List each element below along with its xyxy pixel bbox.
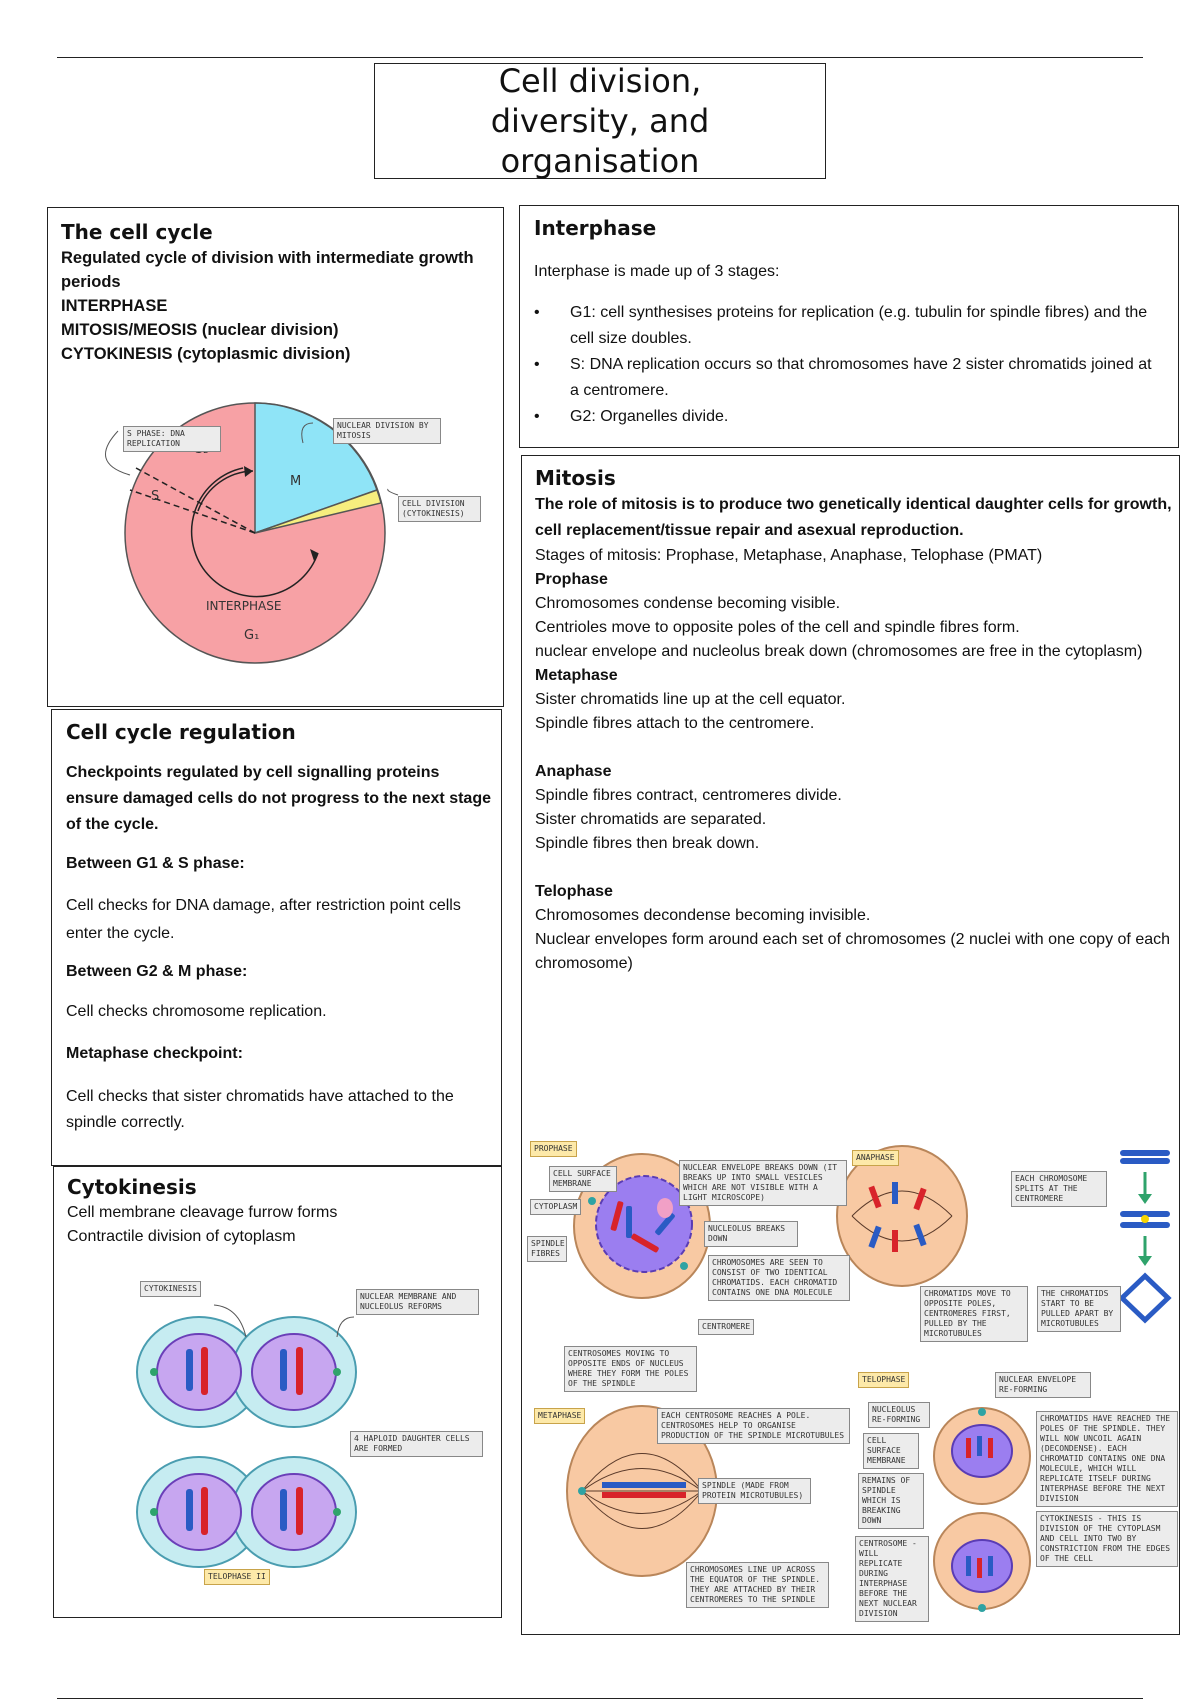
anaphase-cell	[837, 1146, 967, 1286]
metaphase-line-2: Spindle fibres attach to the centromere.	[535, 715, 815, 732]
cell-cycle-line-3: MITOSIS/MEOSIS (nuclear division)	[61, 321, 339, 339]
chromosomes-line-label: CHROMOSOMES LINE UP ACROSS THE EQUATOR OF THE SPINDLE. THEY ARE ATTACHED BY THEIR CENTROMERES TO THE SPINDLE	[686, 1562, 829, 1608]
s-phase-label: S PHASE: DNA REPLICATION	[123, 426, 221, 452]
interphase-bullet-g1: • G1: cell synthesises proteins for replication (e.g. tubulin for spindle fibres) and the cell size doubles.	[534, 300, 1164, 352]
cytokinesis-note-label: CYTOKINESIS - THIS IS DIVISION OF THE CYTOPLASM AND CELL INTO TWO BY CONSTRICTION FROM THE EDGES OF THE CELL	[1036, 1511, 1178, 1567]
telophase-line-1: Chromosomes decondense becoming invisible.	[535, 907, 871, 924]
cell-cycle-heading: The cell cycle	[61, 220, 213, 244]
anaphase-line-2: Sister chromatids are separated.	[535, 811, 767, 828]
anaphase-line-1: Spindle fibres contract, centromeres divide.	[535, 787, 842, 804]
cell-division-label: CELL DIVISION (CYTOKINESIS)	[398, 496, 481, 522]
remains-spindle-label: REMAINS OF SPINDLE WHICH IS BREAKING DOWN	[858, 1473, 924, 1529]
mitosis-role: The role of mitosis is to produce two genetically identical daughter cells for growth, cell replacement/tissue repair and asexual reproduction.	[535, 496, 1172, 539]
metaphase-checkpoint-text: Cell checks that sister chromatids have attached to the spindle correctly.	[66, 1088, 454, 1131]
cytoplasm-label: CYTOPLASM	[530, 1199, 581, 1215]
haploid-cells-label: 4 HAPLOID DAUGHTER CELLS ARE FORMED	[350, 1431, 483, 1457]
interphase-label: INTERPHASE	[206, 599, 282, 613]
interphase-panel	[519, 205, 1179, 448]
page-title	[374, 63, 826, 179]
prophase-label: PROPHASE	[530, 1141, 577, 1157]
centromere-label: CENTROMERE	[698, 1319, 754, 1335]
cell-surface-label: CELL SURFACE MEMBRANE	[549, 1166, 617, 1192]
prophase-heading: Prophase	[535, 571, 608, 588]
cytokinesis-line-2: Contractile division of cytoplasm	[67, 1228, 296, 1245]
spindle-made-label: SPINDLE (MADE FROM PROTEIN MICROTUBULES)	[698, 1478, 811, 1504]
regulation-heading: Cell cycle regulation	[66, 720, 296, 744]
s-label: S	[151, 489, 160, 504]
page-title-text: Cell division, diversity, and organisation	[490, 62, 710, 180]
cytokinesis-heading: Cytokinesis	[67, 1175, 197, 1199]
bottom-rule	[57, 1698, 1143, 1699]
mitosis-panel	[521, 455, 1180, 1635]
chromosome-split-sequence	[1120, 1150, 1170, 1320]
interphase-heading: Interphase	[534, 216, 657, 240]
prophase-line-3: nuclear envelope and nucleolus break down (chromosomes are free in the cytoplasm)	[535, 643, 1143, 660]
prophase-line-2: Centrioles move to opposite poles of the cell and spindle fibres form.	[535, 619, 1020, 636]
top-rule	[57, 57, 1143, 58]
envelope-reforming-label: NUCLEAR ENVELOPE RE-FORMING	[995, 1372, 1091, 1398]
anaphase-label: ANAPHASE	[852, 1150, 899, 1166]
metaphase-line-1: Sister chromatids line up at the cell equator.	[535, 691, 846, 708]
metaphase-checkpoint-heading: Metaphase checkpoint:	[66, 1045, 243, 1062]
cell-cycle-line-2: INTERPHASE	[61, 297, 168, 315]
m-label: M	[290, 474, 302, 489]
g2m-heading: Between G2 & M phase:	[66, 963, 248, 980]
interphase-bullet-g2: • G2: Organelles divide.	[534, 404, 1164, 430]
interphase-bullet-s: • S: DNA replication occurs so that chromosomes have 2 sister chromatids joined at a centromere.	[534, 352, 1164, 404]
g1-label: G₁	[244, 628, 260, 643]
nuclear-membrane-label: NUCLEAR MEMBRANE AND NUCLEOLUS REFORMS	[356, 1289, 479, 1315]
regulation-intro: Checkpoints regulated by cell signalling proteins ensure damaged cells do not progress to the next stage of the cycle.	[66, 764, 491, 833]
chromatids-move-label: CHROMATIDS MOVE TO OPPOSITE POLES, CENTROMERES FIRST, PULLED BY THE MICROTUBULES	[920, 1286, 1028, 1342]
interphase-list	[534, 300, 1164, 430]
cell-cycle-line-4: CYTOKINESIS (cytoplasmic division)	[61, 345, 351, 363]
cytokinesis-panel	[53, 1166, 502, 1618]
cell-surface-2-label: CELL SURFACE MEMBRANE	[863, 1433, 919, 1469]
telophase-cell	[934, 1408, 1030, 1612]
mitosis-stages: Stages of mitosis: Prophase, Metaphase, Anaphase, Telophase (PMAT)	[535, 547, 1043, 564]
nucleolus-breaks-label: NUCLEOLUS BREAKS DOWN	[704, 1221, 798, 1247]
anaphase-line-3: Spindle fibres then break down.	[535, 835, 760, 852]
metaphase-label: METAPHASE	[534, 1408, 585, 1424]
regulation-panel	[51, 709, 502, 1166]
cytokinesis-label: CYTOKINESIS	[140, 1281, 201, 1297]
chromatids-pulled-label: THE CHROMATIDS START TO BE PULLED APART BY MICROTUBULES	[1037, 1286, 1121, 1332]
centrosome-replicate-label: CENTROSOME - WILL REPLICATE DURING INTERPHASE BEFORE THE NEXT NUCLEAR DIVISION	[855, 1536, 929, 1622]
telophase-label: TELOPHASE	[858, 1372, 909, 1388]
centrosome-pole-label: EACH CENTROSOME REACHES A POLE. CENTROSOMES HELP TO ORGANISE PRODUCTION OF THE SPINDLE MICROTUBULES	[657, 1408, 850, 1444]
centrosomes-moving-label: CENTROSOMES MOVING TO OPPOSITE ENDS OF NUCLEUS WHERE THEY FORM THE POLES OF THE SPINDLE	[564, 1346, 697, 1392]
telophase-heading: Telophase	[535, 883, 613, 900]
cell-cycle-line-1: Regulated cycle of division with intermediate growth periods	[61, 249, 474, 291]
interphase-intro: Interphase is made up of 3 stages:	[534, 263, 780, 280]
each-chromosome-label: EACH CHROMOSOME SPLITS AT THE CENTROMERE	[1011, 1171, 1107, 1207]
daughter-cells-bottom	[137, 1457, 356, 1567]
envelope-breaks-label: NUCLEAR ENVELOPE BREAKS DOWN (IT BREAKS UP INTO SMALL VESICLES WHICH ARE NOT VISIBLE WITH A LIGHT MICROSCOPE)	[679, 1160, 847, 1206]
cytokinesis-line-1: Cell membrane cleavage furrow forms	[67, 1204, 338, 1221]
chromosomes-seen-label: CHROMOSOMES ARE SEEN TO CONSIST OF TWO IDENTICAL CHROMATIDS. EACH CHROMATID CONTAINS ONE DNA MOLECULE	[708, 1255, 850, 1301]
spindle-fibres-label: SPINDLE FIBRES	[527, 1236, 567, 1262]
nuclear-division-label: NUCLEAR DIVISION BY MITOSIS	[333, 418, 441, 444]
telophase-line-2: Nuclear envelopes form around each set of chromosomes (2 nuclei with one copy of each chromosome)	[535, 931, 1171, 972]
g1s-heading: Between G1 & S phase:	[66, 855, 245, 872]
prophase-line-1: Chromosomes condense becoming visible.	[535, 595, 841, 612]
mitosis-heading: Mitosis	[535, 466, 616, 490]
g2m-text: Cell checks chromosome replication.	[66, 1003, 327, 1020]
telophase-ii-label: TELOPHASE II	[204, 1569, 270, 1585]
daughter-cells-top	[137, 1317, 356, 1427]
cell-cycle-panel	[47, 207, 504, 707]
chromatids-reached-label: CHROMATIDS HAVE REACHED THE POLES OF THE SPINDLE. THEY WILL NOW UNCOIL AGAIN (DECONDENSE). EACH CHROMATID CONTAINS ONE DNA MOLECULE, WHICH WILL REPLICATE ITSELF DURING INTERPHASE BEFORE THE NEXT DIVISION	[1036, 1411, 1178, 1507]
nucleolus-reforming-label: NUCLEOLUS RE-FORMING	[868, 1402, 930, 1428]
anaphase-heading: Anaphase	[535, 763, 612, 780]
g1s-text: Cell checks for DNA damage, after restriction point cells enter the cycle.	[66, 897, 461, 942]
metaphase-heading: Metaphase	[535, 667, 618, 684]
